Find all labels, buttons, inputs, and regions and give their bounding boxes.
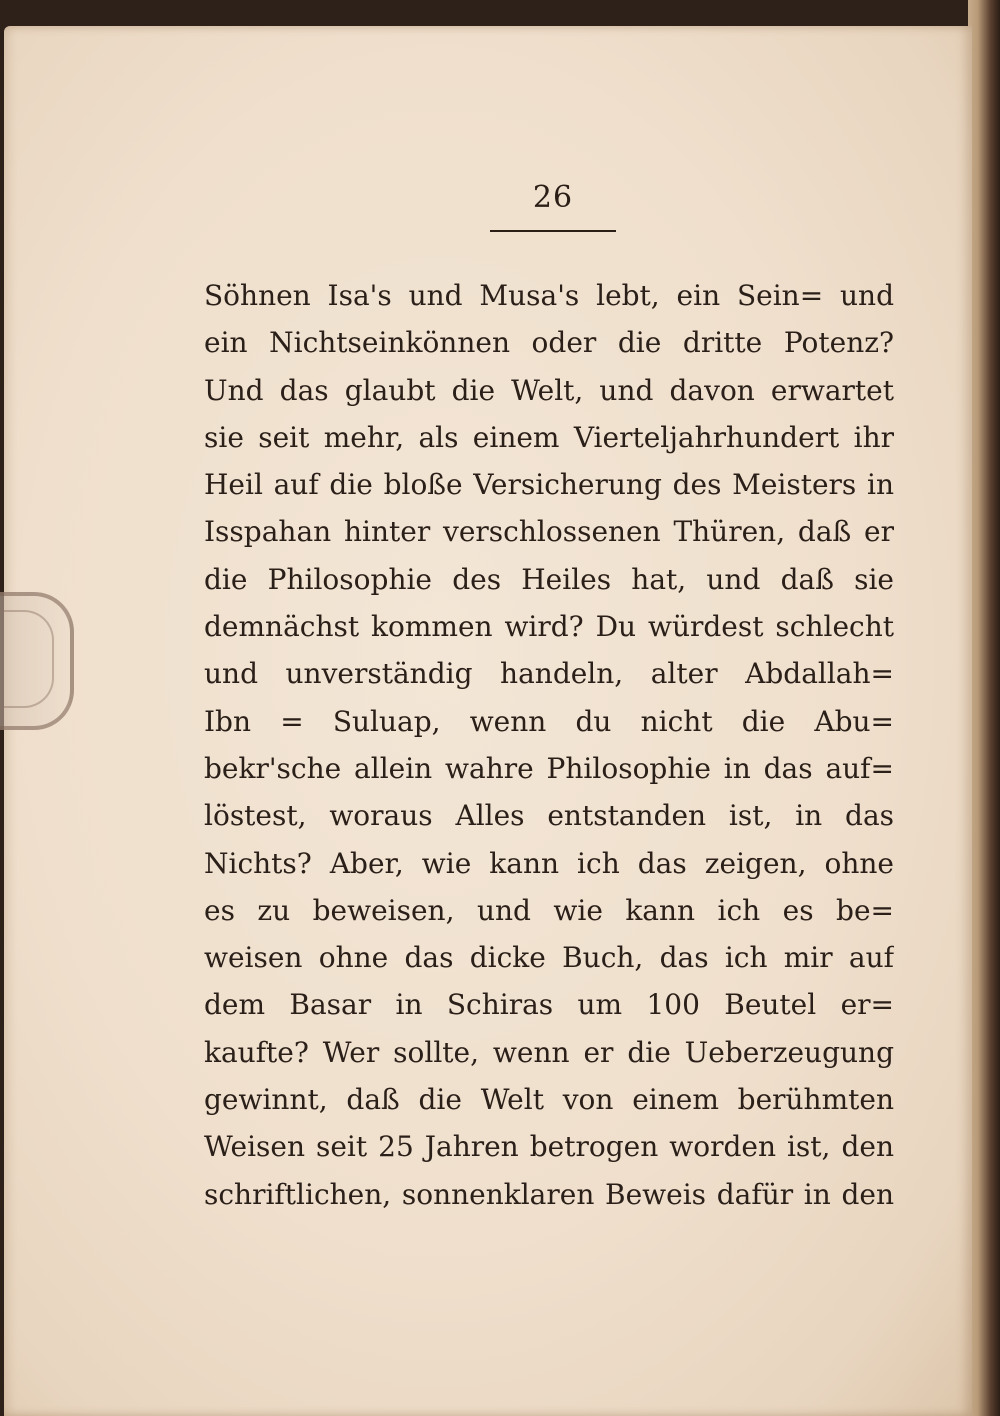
text-line: Ibn = Suluap, wenn du nicht die Abu= — [204, 704, 894, 738]
text-line: und unverständig handeln, alter Abdallah= — [204, 657, 894, 691]
text-line: es zu beweisen, und wie kann ich es be= — [204, 893, 894, 927]
text-line: die Philosophie des Heiles hat, und daß sie — [204, 562, 894, 596]
text-line: Isspahan hinter verschlossenen Thüren, daß er — [204, 515, 894, 549]
text-line: sie seit mehr, als einem Vierteljahrhundert ihr — [204, 420, 894, 454]
text-line: Nichts? Aber, wie kann ich das zeigen, ohne — [204, 846, 894, 880]
header-rule — [490, 230, 616, 232]
text-line: demnächst kommen wird? Du würdest schlecht — [204, 610, 894, 644]
book-binding-edge — [968, 0, 1000, 1416]
page-number: 26 — [532, 180, 574, 215]
text-line: Weisen seit 25 Jahren betrogen worden ist, den — [204, 1130, 894, 1164]
paper-clip-inner — [0, 610, 54, 708]
page-number-container — [490, 180, 616, 215]
text-line: gewinnt, daß die Welt von einem berühmten — [204, 1083, 894, 1117]
text-line: Heil auf die bloße Versicherung des Meisters in — [204, 468, 894, 502]
text-line: kaufte? Wer sollte, wenn er die Ueberzeugung — [204, 1035, 894, 1069]
text-line: dem Basar in Schiras um 100 Beutel er= — [204, 988, 894, 1022]
text-line: löstest, woraus Alles entstanden ist, in das — [204, 799, 894, 833]
text-line: weisen ohne das dicke Buch, das ich mir auf — [204, 941, 894, 975]
text-line: Söhnen Isa's und Musa's lebt, ein Sein= und — [204, 279, 894, 312]
text-line: bekr'sche allein wahre Philosophie in das auf= — [204, 751, 894, 785]
body-text — [204, 272, 894, 1218]
text-line: Und das glaubt die Welt, und davon erwartet — [204, 373, 894, 407]
text-line: ein Nichtseinkönnen oder die dritte Potenz? — [204, 326, 894, 360]
text-line: schriftlichen, sonnenklaren Beweis dafür in den — [204, 1177, 894, 1211]
